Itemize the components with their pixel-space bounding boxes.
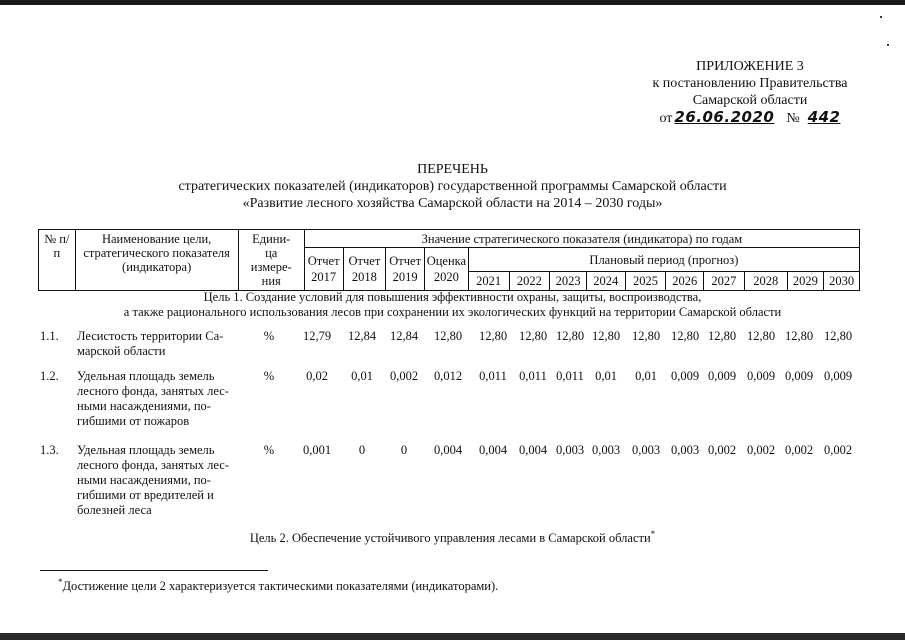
header-year-2027: 2027 (704, 272, 745, 291)
header-year-2030: 2030 (824, 272, 860, 291)
indicator-value: 0,01 (635, 369, 657, 383)
indicator-value: 0,011 (479, 369, 507, 383)
indicator-unit: % (263, 369, 275, 383)
indicator-value: 12,79 (302, 329, 332, 343)
header-year-2023: 2023 (550, 272, 587, 291)
indicator-value: 0,003 (591, 443, 621, 457)
indicator-unit: % (263, 329, 275, 343)
header-year-2028: 2028 (744, 272, 787, 291)
indicator-value: 0,011 (556, 369, 584, 383)
indicator-unit: % (263, 443, 275, 457)
indicator-value: 0,009 (823, 369, 853, 383)
indicator-value: 0 (400, 443, 408, 457)
header-year-2029: 2029 (787, 272, 824, 291)
indicator-value: 0,004 (433, 443, 463, 457)
indicator-number: 1.3. (40, 443, 59, 457)
indicator-value: 12,80 (591, 329, 621, 343)
indicator-name: Удельная площадь земель лесного фонда, занятых лес-ными насаждениями, по-гибшими от пожаров (77, 369, 229, 428)
indicator-value: 12,80 (784, 329, 814, 343)
indicator-value: 12,80 (670, 329, 700, 343)
indicator-value: 12,80 (707, 329, 737, 343)
indicator-value: 0,002 (784, 443, 814, 457)
scan-speck (880, 16, 882, 18)
header-2017-label: Отчет (307, 254, 340, 268)
header-forecast-group: Плановый период (прогноз) (468, 248, 859, 272)
header-2020-year: 2020 (433, 270, 459, 284)
indicator-value: 0,003 (555, 443, 585, 457)
indicator-value: 12,80 (518, 329, 548, 343)
appendix-line-1: к постановлению Правительства (652, 76, 848, 91)
header-year-2022: 2022 (509, 272, 550, 291)
number-prefix: № (786, 111, 800, 126)
title-line-1: ПЕРЕЧЕНЬ (417, 162, 488, 177)
indicator-value: 12,80 (746, 329, 776, 343)
header-num: № п/п (39, 230, 76, 291)
indicator-value: 0,012 (433, 369, 463, 383)
header-2019-label: Отчет (389, 254, 422, 268)
header-year-2021: 2021 (468, 272, 509, 291)
header-2018-year: 2018 (351, 270, 377, 284)
header-values-group: Значение стратегического показателя (индикатора) по годам (304, 230, 859, 248)
indicator-value: 12,80 (823, 329, 853, 343)
indicator-number: 1.1. (40, 329, 59, 343)
indicator-value: 0,009 (746, 369, 776, 383)
header-name: Наименование цели, стратегического показателя (индикатора) (75, 230, 238, 291)
indicator-value: 0,002 (746, 443, 776, 457)
indicator-value: 0 (358, 443, 366, 457)
header-2017 (304, 248, 343, 291)
indicator-value: 0,001 (302, 443, 332, 457)
goal-2-footnote-mark: * (650, 529, 656, 539)
header-2019-year: 2019 (392, 270, 418, 284)
goal-1 (0, 290, 905, 320)
indicator-name: Удельная площадь земель лесного фонда, занятых лес-ными насаждениями, по-гибшими от вредителей и болезней леса (77, 443, 229, 517)
indicator-value: 0,004 (518, 443, 548, 457)
indicator-value: 0,003 (670, 443, 700, 457)
indicators-table-header (38, 229, 860, 291)
header-2017-year: 2017 (311, 270, 337, 284)
indicator-value: 0,002 (823, 443, 853, 457)
appendix-title: ПРИЛОЖЕНИЕ 3 (696, 59, 804, 74)
header-2020 (425, 248, 469, 291)
document-title (0, 161, 905, 212)
footnote (58, 575, 498, 594)
footnote-separator (40, 570, 268, 571)
header-2019 (386, 248, 425, 291)
indicator-value: 12,80 (478, 329, 508, 343)
header-year-2025: 2025 (625, 272, 666, 291)
header-2020-label: Оценка (426, 254, 467, 268)
goal-1-line-1: Цель 1. Создание условий для повышения эффективности охраны, защиты, воспроизводства, (203, 290, 702, 304)
title-line-2: стратегических показателей (индикаторов) государственной программы Самарской области (178, 179, 727, 194)
indicator-number: 1.2. (40, 369, 59, 383)
indicator-value: 0,002 (389, 369, 419, 383)
indicator-value: 12,80 (433, 329, 463, 343)
appendix-block (600, 58, 900, 127)
footnote-text: Достижение цели 2 характеризуется тактическими показателями (индикаторами). (62, 579, 499, 594)
handwritten-number: 442 (807, 108, 841, 126)
indicator-value: 0,011 (519, 369, 547, 383)
indicator-value: 0,002 (707, 443, 737, 457)
scan-bottom-edge (0, 633, 905, 640)
header-unit: Едини-ца измере-ния (238, 230, 304, 291)
header-year-2026: 2026 (666, 272, 704, 291)
header-year-2024: 2024 (586, 272, 625, 291)
indicator-value: 0,009 (784, 369, 814, 383)
indicator-value: 12,84 (389, 329, 419, 343)
indicator-value: 12,80 (631, 329, 661, 343)
scan-top-edge (0, 0, 905, 5)
indicator-value: 0,02 (306, 369, 328, 383)
goal-2-text: Цель 2. Обеспечение устойчивого управления лесами в Самарской области (249, 531, 651, 546)
indicator-value: 12,80 (555, 329, 585, 343)
appendix-date-line (600, 109, 900, 127)
indicator-name: Лесистость территории Са-марской области (77, 329, 224, 358)
title-line-3: «Развитие лесного хозяйства Самарской области на 2014 – 2030 годы» (242, 196, 663, 211)
appendix-line-2: Самарской области (692, 93, 808, 108)
header-2018 (343, 248, 386, 291)
date-prefix: от (659, 111, 673, 126)
indicator-value: 0,009 (707, 369, 737, 383)
footnote-mark: * (58, 577, 63, 587)
scan-speck (887, 44, 889, 46)
indicator-value: 12,84 (347, 329, 377, 343)
indicator-value: 0,01 (351, 369, 373, 383)
indicator-value: 0,01 (595, 369, 617, 383)
indicator-value: 0,004 (478, 443, 508, 457)
indicator-value: 0,003 (631, 443, 661, 457)
goal-2 (0, 527, 905, 546)
goal-1-line-2: а также рационального использования лесов при сохранении их экологических функций на территории Самарской области (123, 305, 782, 319)
handwritten-date: 26.06.2020 (674, 108, 775, 126)
indicator-value: 0,009 (670, 369, 700, 383)
header-2018-label: Отчет (348, 254, 381, 268)
